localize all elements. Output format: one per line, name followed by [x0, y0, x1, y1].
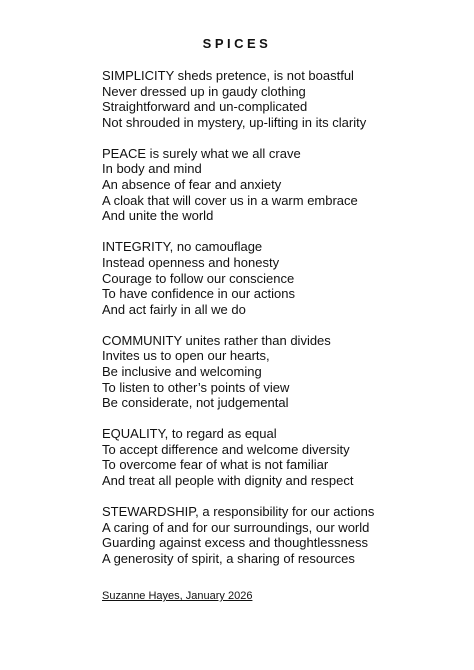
poem-line: In body and mind [102, 161, 202, 177]
poem-line: Invites us to open our hearts, [102, 348, 270, 364]
poem-line: Courage to follow our conscience [102, 270, 295, 286]
poem-line: To overcome fear of what is not familiar [102, 457, 329, 473]
poem-title: SPICES [202, 36, 272, 51]
poem-line: Be considerate, not judgemental [102, 395, 289, 411]
poem-line: A caring of and for our surroundings, our world [102, 519, 370, 535]
poem-line: STEWARDSHIP, a responsibility for our actions [102, 504, 375, 520]
poem-line: INTEGRITY, no camouflage [102, 239, 263, 255]
poem-line: Guarding against excess and thoughtlessness [102, 535, 368, 551]
stanza-equality [102, 426, 462, 488]
poem-line: PEACE is surely what we all crave [102, 145, 301, 161]
poem-body [102, 68, 462, 582]
poem-line: Be inclusive and welcoming [102, 364, 262, 379]
poem-line: To listen to other’s points of view [102, 379, 290, 395]
poem-line: A cloak that will cover us in a warm embrace [102, 192, 358, 208]
poem-line: And treat all people with dignity and respect [102, 473, 354, 489]
poem-line: COMMUNITY unites rather than divides [102, 332, 331, 348]
stanza-simplicity [102, 68, 462, 130]
stanza-integrity [102, 239, 462, 317]
poem-line: And unite the world [102, 208, 214, 224]
poem-line: Never dressed up in gaudy clothing [102, 83, 306, 99]
author-signature: Suzanne Hayes, January 2026 [102, 590, 253, 602]
poem-line: Straightforward and un-complicated [102, 99, 308, 115]
poem-line: Instead openness and honesty [102, 254, 280, 270]
poem-line: A generosity of spirit, a sharing of resources [102, 550, 355, 566]
poem-line: SIMPLICITY sheds pretence, is not boastful [102, 68, 354, 83]
poem-line: Not shrouded in mystery, up-lifting in its clarity [102, 114, 367, 130]
poem-line: And act fairly in all we do [102, 301, 246, 317]
poem-line: EQUALITY, to regard as equal [102, 426, 277, 442]
stanza-community [102, 333, 462, 411]
poem-line: To accept difference and welcome diversity [102, 441, 350, 457]
poem-line: To have confidence in our actions [102, 286, 295, 302]
stanza-peace [102, 146, 462, 224]
stanza-stewardship [102, 504, 462, 566]
poem-line: An absence of fear and anxiety [102, 177, 282, 193]
